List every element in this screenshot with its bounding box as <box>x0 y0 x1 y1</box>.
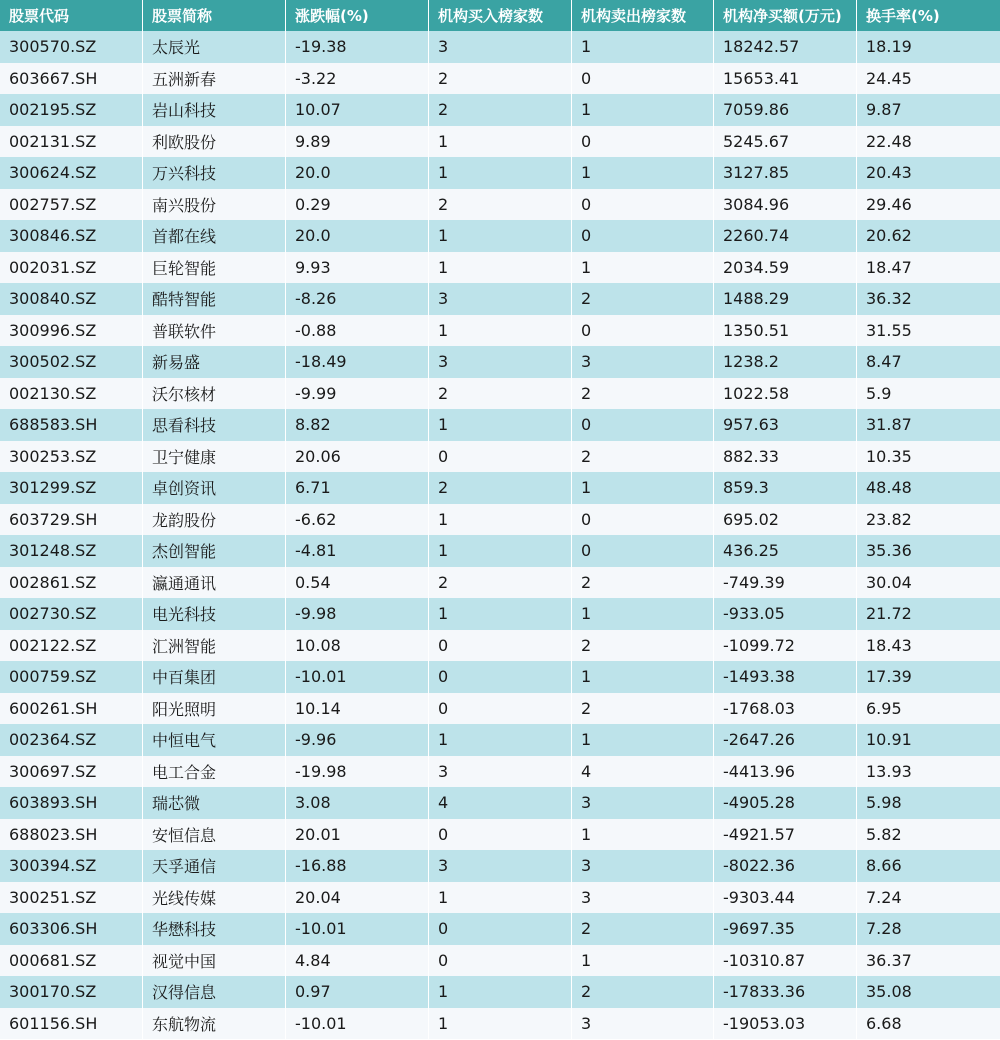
header-inst-buy-count: 机构买入榜家数 <box>429 0 572 31</box>
inst-buy-count-cell: 1 <box>429 504 572 536</box>
stock-code-cell: 688583.SH <box>0 409 143 441</box>
inst-net-buy-cell: -4905.28 <box>714 787 857 819</box>
change-pct-cell: 10.08 <box>286 630 429 662</box>
stock-name-cell: 首都在线 <box>143 220 286 252</box>
stock-name-cell: 普联软件 <box>143 315 286 347</box>
inst-buy-count-cell: 1 <box>429 220 572 252</box>
change-pct-cell: -19.98 <box>286 756 429 788</box>
inst-sell-count-cell: 3 <box>572 787 714 819</box>
turnover-rate-cell: 6.95 <box>857 693 1000 725</box>
stock-code-cell: 603729.SH <box>0 504 143 536</box>
table-header-row <box>0 0 1000 31</box>
stock-name-cell: 酷特智能 <box>143 283 286 315</box>
stock-name-cell: 万兴科技 <box>143 157 286 189</box>
inst-buy-count-cell: 2 <box>429 94 572 126</box>
turnover-rate-cell: 13.93 <box>857 756 1000 788</box>
inst-net-buy-cell: -1099.72 <box>714 630 857 662</box>
change-pct-cell: -4.81 <box>286 535 429 567</box>
turnover-rate-cell: 31.87 <box>857 409 1000 441</box>
stock-code-cell: 300170.SZ <box>0 976 143 1008</box>
table-row <box>0 913 1000 945</box>
stock-code-cell: 002122.SZ <box>0 630 143 662</box>
turnover-rate-cell: 48.48 <box>857 472 1000 504</box>
inst-sell-count-cell: 2 <box>572 567 714 599</box>
stock-code-cell: 002861.SZ <box>0 567 143 599</box>
change-pct-cell: 20.0 <box>286 220 429 252</box>
table-row <box>0 567 1000 599</box>
stock-code-cell: 300996.SZ <box>0 315 143 347</box>
inst-buy-count-cell: 3 <box>429 850 572 882</box>
turnover-rate-cell: 7.24 <box>857 882 1000 914</box>
inst-net-buy-cell: -19053.03 <box>714 1008 857 1040</box>
inst-buy-count-cell: 3 <box>429 756 572 788</box>
stock-code-cell: 300253.SZ <box>0 441 143 473</box>
change-pct-cell: 0.97 <box>286 976 429 1008</box>
inst-sell-count-cell: 1 <box>572 724 714 756</box>
stock-name-cell: 阳光照明 <box>143 693 286 725</box>
inst-net-buy-cell: 1022.58 <box>714 378 857 410</box>
turnover-rate-cell: 22.48 <box>857 126 1000 158</box>
inst-sell-count-cell: 4 <box>572 756 714 788</box>
inst-buy-count-cell: 2 <box>429 472 572 504</box>
stock-code-cell: 002730.SZ <box>0 598 143 630</box>
change-pct-cell: 20.06 <box>286 441 429 473</box>
change-pct-cell: 4.84 <box>286 945 429 977</box>
inst-buy-count-cell: 1 <box>429 409 572 441</box>
stock-code-cell: 002131.SZ <box>0 126 143 158</box>
turnover-rate-cell: 21.72 <box>857 598 1000 630</box>
turnover-rate-cell: 20.62 <box>857 220 1000 252</box>
turnover-rate-cell: 7.28 <box>857 913 1000 945</box>
inst-sell-count-cell: 2 <box>572 283 714 315</box>
change-pct-cell: -8.26 <box>286 283 429 315</box>
inst-buy-count-cell: 1 <box>429 315 572 347</box>
inst-buy-count-cell: 0 <box>429 441 572 473</box>
stock-code-cell: 300570.SZ <box>0 31 143 63</box>
stock-name-cell: 电工合金 <box>143 756 286 788</box>
turnover-rate-cell: 31.55 <box>857 315 1000 347</box>
stock-name-cell: 岩山科技 <box>143 94 286 126</box>
inst-buy-count-cell: 1 <box>429 252 572 284</box>
inst-sell-count-cell: 0 <box>572 189 714 221</box>
stock-code-cell: 688023.SH <box>0 819 143 851</box>
inst-sell-count-cell: 1 <box>572 945 714 977</box>
inst-net-buy-cell: -4921.57 <box>714 819 857 851</box>
stock-code-cell: 603667.SH <box>0 63 143 95</box>
stock-name-cell: 沃尔核材 <box>143 378 286 410</box>
stock-code-cell: 600261.SH <box>0 693 143 725</box>
stock-name-cell: 中百集团 <box>143 661 286 693</box>
turnover-rate-cell: 20.43 <box>857 157 1000 189</box>
turnover-rate-cell: 9.87 <box>857 94 1000 126</box>
inst-sell-count-cell: 0 <box>572 535 714 567</box>
inst-buy-count-cell: 2 <box>429 189 572 221</box>
inst-buy-count-cell: 3 <box>429 31 572 63</box>
change-pct-cell: 20.04 <box>286 882 429 914</box>
table-row <box>0 252 1000 284</box>
inst-sell-count-cell: 0 <box>572 126 714 158</box>
stock-name-cell: 利欧股份 <box>143 126 286 158</box>
inst-net-buy-cell: 1238.2 <box>714 346 857 378</box>
inst-sell-count-cell: 2 <box>572 976 714 1008</box>
inst-net-buy-cell: 695.02 <box>714 504 857 536</box>
stock-code-cell: 300697.SZ <box>0 756 143 788</box>
stock-name-cell: 卓创资讯 <box>143 472 286 504</box>
inst-net-buy-cell: 15653.41 <box>714 63 857 95</box>
inst-sell-count-cell: 2 <box>572 630 714 662</box>
stock-name-cell: 中恒电气 <box>143 724 286 756</box>
header-stock-name: 股票简称 <box>143 0 286 31</box>
stock-code-cell: 002031.SZ <box>0 252 143 284</box>
stock-name-cell: 汇洲智能 <box>143 630 286 662</box>
change-pct-cell: 10.07 <box>286 94 429 126</box>
stock-name-cell: 南兴股份 <box>143 189 286 221</box>
inst-buy-count-cell: 0 <box>429 945 572 977</box>
turnover-rate-cell: 8.66 <box>857 850 1000 882</box>
header-inst-net-buy: 机构净买额(万元) <box>714 0 857 31</box>
stock-name-cell: 新易盛 <box>143 346 286 378</box>
inst-sell-count-cell: 1 <box>572 598 714 630</box>
change-pct-cell: 8.82 <box>286 409 429 441</box>
change-pct-cell: -18.49 <box>286 346 429 378</box>
stock-code-cell: 000759.SZ <box>0 661 143 693</box>
inst-net-buy-cell: 859.3 <box>714 472 857 504</box>
table-row <box>0 315 1000 347</box>
table-row <box>0 189 1000 221</box>
turnover-rate-cell: 5.9 <box>857 378 1000 410</box>
table-row <box>0 630 1000 662</box>
turnover-rate-cell: 8.47 <box>857 346 1000 378</box>
turnover-rate-cell: 10.91 <box>857 724 1000 756</box>
turnover-rate-cell: 18.19 <box>857 31 1000 63</box>
turnover-rate-cell: 18.47 <box>857 252 1000 284</box>
change-pct-cell: 20.0 <box>286 157 429 189</box>
table-row <box>0 504 1000 536</box>
inst-buy-count-cell: 0 <box>429 819 572 851</box>
turnover-rate-cell: 29.46 <box>857 189 1000 221</box>
table-row <box>0 126 1000 158</box>
turnover-rate-cell: 10.35 <box>857 441 1000 473</box>
inst-buy-count-cell: 1 <box>429 535 572 567</box>
inst-sell-count-cell: 1 <box>572 31 714 63</box>
stock-code-cell: 300394.SZ <box>0 850 143 882</box>
stock-name-cell: 巨轮智能 <box>143 252 286 284</box>
inst-net-buy-cell: 957.63 <box>714 409 857 441</box>
change-pct-cell: 6.71 <box>286 472 429 504</box>
inst-net-buy-cell: -2647.26 <box>714 724 857 756</box>
table-row <box>0 346 1000 378</box>
inst-net-buy-cell: 436.25 <box>714 535 857 567</box>
stock-name-cell: 瀛通通讯 <box>143 567 286 599</box>
table-row <box>0 1008 1000 1040</box>
inst-sell-count-cell: 2 <box>572 441 714 473</box>
inst-sell-count-cell: 0 <box>572 220 714 252</box>
inst-sell-count-cell: 3 <box>572 346 714 378</box>
table-row <box>0 850 1000 882</box>
inst-sell-count-cell: 3 <box>572 850 714 882</box>
inst-net-buy-cell: 1350.51 <box>714 315 857 347</box>
inst-net-buy-cell: 5245.67 <box>714 126 857 158</box>
table-row <box>0 756 1000 788</box>
header-inst-sell-count: 机构卖出榜家数 <box>572 0 714 31</box>
stock-name-cell: 汉得信息 <box>143 976 286 1008</box>
inst-buy-count-cell: 0 <box>429 693 572 725</box>
inst-net-buy-cell: -1768.03 <box>714 693 857 725</box>
inst-buy-count-cell: 0 <box>429 913 572 945</box>
inst-buy-count-cell: 2 <box>429 378 572 410</box>
table-row <box>0 378 1000 410</box>
table-row <box>0 63 1000 95</box>
inst-buy-count-cell: 3 <box>429 346 572 378</box>
stock-code-cell: 300251.SZ <box>0 882 143 914</box>
stock-code-cell: 002130.SZ <box>0 378 143 410</box>
turnover-rate-cell: 5.98 <box>857 787 1000 819</box>
inst-net-buy-cell: -9697.35 <box>714 913 857 945</box>
stock-name-cell: 天孚通信 <box>143 850 286 882</box>
inst-buy-count-cell: 3 <box>429 283 572 315</box>
inst-net-buy-cell: -8022.36 <box>714 850 857 882</box>
inst-net-buy-cell: -749.39 <box>714 567 857 599</box>
stock-name-cell: 杰创智能 <box>143 535 286 567</box>
inst-sell-count-cell: 1 <box>572 661 714 693</box>
table-row <box>0 693 1000 725</box>
change-pct-cell: 20.01 <box>286 819 429 851</box>
change-pct-cell: -0.88 <box>286 315 429 347</box>
inst-buy-count-cell: 0 <box>429 661 572 693</box>
stock-name-cell: 光线传媒 <box>143 882 286 914</box>
table-row <box>0 283 1000 315</box>
inst-sell-count-cell: 1 <box>572 94 714 126</box>
stock-code-cell: 300624.SZ <box>0 157 143 189</box>
change-pct-cell: -6.62 <box>286 504 429 536</box>
table-row <box>0 441 1000 473</box>
change-pct-cell: -10.01 <box>286 913 429 945</box>
stock-code-cell: 603306.SH <box>0 913 143 945</box>
inst-buy-count-cell: 1 <box>429 724 572 756</box>
inst-buy-count-cell: 2 <box>429 63 572 95</box>
inst-buy-count-cell: 1 <box>429 882 572 914</box>
inst-buy-count-cell: 1 <box>429 1008 572 1040</box>
stock-code-cell: 300846.SZ <box>0 220 143 252</box>
table-row <box>0 787 1000 819</box>
stock-code-cell: 300840.SZ <box>0 283 143 315</box>
stock-code-cell: 002757.SZ <box>0 189 143 221</box>
inst-sell-count-cell: 0 <box>572 504 714 536</box>
change-pct-cell: -9.98 <box>286 598 429 630</box>
table-row <box>0 976 1000 1008</box>
change-pct-cell: -3.22 <box>286 63 429 95</box>
turnover-rate-cell: 24.45 <box>857 63 1000 95</box>
turnover-rate-cell: 35.36 <box>857 535 1000 567</box>
inst-buy-count-cell: 4 <box>429 787 572 819</box>
inst-net-buy-cell: -9303.44 <box>714 882 857 914</box>
stock-name-cell: 五洲新春 <box>143 63 286 95</box>
stock-code-cell: 002195.SZ <box>0 94 143 126</box>
turnover-rate-cell: 36.32 <box>857 283 1000 315</box>
inst-net-buy-cell: 2260.74 <box>714 220 857 252</box>
change-pct-cell: -10.01 <box>286 1008 429 1040</box>
table-row <box>0 598 1000 630</box>
stock-name-cell: 思看科技 <box>143 409 286 441</box>
inst-sell-count-cell: 1 <box>572 819 714 851</box>
stock-name-cell: 太辰光 <box>143 31 286 63</box>
inst-sell-count-cell: 1 <box>572 472 714 504</box>
turnover-rate-cell: 5.82 <box>857 819 1000 851</box>
inst-buy-count-cell: 1 <box>429 157 572 189</box>
stock-name-cell: 东航物流 <box>143 1008 286 1040</box>
stock-code-cell: 002364.SZ <box>0 724 143 756</box>
turnover-rate-cell: 18.43 <box>857 630 1000 662</box>
table-row <box>0 94 1000 126</box>
change-pct-cell: -9.96 <box>286 724 429 756</box>
stock-code-cell: 300502.SZ <box>0 346 143 378</box>
inst-net-buy-cell: 18242.57 <box>714 31 857 63</box>
stock-code-cell: 301299.SZ <box>0 472 143 504</box>
turnover-rate-cell: 17.39 <box>857 661 1000 693</box>
stock-code-cell: 000681.SZ <box>0 945 143 977</box>
inst-net-buy-cell: -10310.87 <box>714 945 857 977</box>
inst-net-buy-cell: 882.33 <box>714 441 857 473</box>
inst-net-buy-cell: 3127.85 <box>714 157 857 189</box>
stock-code-cell: 301248.SZ <box>0 535 143 567</box>
inst-sell-count-cell: 0 <box>572 63 714 95</box>
turnover-rate-cell: 30.04 <box>857 567 1000 599</box>
change-pct-cell: -16.88 <box>286 850 429 882</box>
change-pct-cell: 3.08 <box>286 787 429 819</box>
inst-net-buy-cell: -1493.38 <box>714 661 857 693</box>
inst-sell-count-cell: 3 <box>572 1008 714 1040</box>
inst-net-buy-cell: -17833.36 <box>714 976 857 1008</box>
table-row <box>0 220 1000 252</box>
stock-code-cell: 603893.SH <box>0 787 143 819</box>
change-pct-cell: -9.99 <box>286 378 429 410</box>
table-row <box>0 724 1000 756</box>
table-row <box>0 409 1000 441</box>
change-pct-cell: 0.54 <box>286 567 429 599</box>
stock-name-cell: 瑞芯微 <box>143 787 286 819</box>
inst-buy-count-cell: 1 <box>429 598 572 630</box>
turnover-rate-cell: 35.08 <box>857 976 1000 1008</box>
header-change-pct: 涨跌幅(%) <box>286 0 429 31</box>
stock-name-cell: 电光科技 <box>143 598 286 630</box>
table-row <box>0 472 1000 504</box>
table-row <box>0 31 1000 63</box>
inst-sell-count-cell: 1 <box>572 157 714 189</box>
inst-buy-count-cell: 1 <box>429 126 572 158</box>
stock-name-cell: 安恒信息 <box>143 819 286 851</box>
header-turnover-rate: 换手率(%) <box>857 0 1000 31</box>
inst-net-buy-cell: -4413.96 <box>714 756 857 788</box>
inst-buy-count-cell: 0 <box>429 630 572 662</box>
table-row <box>0 157 1000 189</box>
turnover-rate-cell: 23.82 <box>857 504 1000 536</box>
inst-net-buy-cell: 2034.59 <box>714 252 857 284</box>
inst-sell-count-cell: 0 <box>572 409 714 441</box>
inst-sell-count-cell: 2 <box>572 378 714 410</box>
stock-code-cell: 601156.SH <box>0 1008 143 1040</box>
stock-name-cell: 龙韵股份 <box>143 504 286 536</box>
inst-net-buy-cell: 1488.29 <box>714 283 857 315</box>
stock-name-cell: 卫宁健康 <box>143 441 286 473</box>
inst-net-buy-cell: 7059.86 <box>714 94 857 126</box>
change-pct-cell: -19.38 <box>286 31 429 63</box>
inst-sell-count-cell: 0 <box>572 315 714 347</box>
inst-sell-count-cell: 1 <box>572 252 714 284</box>
table-row <box>0 882 1000 914</box>
inst-sell-count-cell: 2 <box>572 913 714 945</box>
inst-buy-count-cell: 2 <box>429 567 572 599</box>
inst-net-buy-cell: -933.05 <box>714 598 857 630</box>
table-row <box>0 945 1000 977</box>
stock-name-cell: 视觉中国 <box>143 945 286 977</box>
table-body <box>0 31 1000 1039</box>
change-pct-cell: -10.01 <box>286 661 429 693</box>
stock-name-cell: 华懋科技 <box>143 913 286 945</box>
change-pct-cell: 0.29 <box>286 189 429 221</box>
inst-sell-count-cell: 2 <box>572 693 714 725</box>
table-row <box>0 535 1000 567</box>
inst-buy-count-cell: 1 <box>429 976 572 1008</box>
table-row <box>0 661 1000 693</box>
inst-sell-count-cell: 3 <box>572 882 714 914</box>
change-pct-cell: 10.14 <box>286 693 429 725</box>
header-stock-code: 股票代码 <box>0 0 143 31</box>
change-pct-cell: 9.93 <box>286 252 429 284</box>
change-pct-cell: 9.89 <box>286 126 429 158</box>
table-row <box>0 819 1000 851</box>
inst-net-buy-cell: 3084.96 <box>714 189 857 221</box>
turnover-rate-cell: 36.37 <box>857 945 1000 977</box>
turnover-rate-cell: 6.68 <box>857 1008 1000 1040</box>
